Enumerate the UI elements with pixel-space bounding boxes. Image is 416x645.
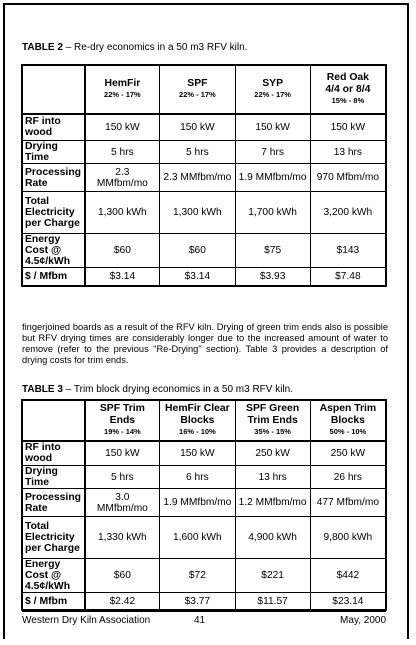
table2-col-header: Red Oak 4/4 or 8/4 15% - 8% bbox=[310, 66, 385, 114]
table-row bbox=[23, 141, 386, 164]
table-cell: 5 hrs bbox=[85, 141, 160, 164]
table-cell: 7 hrs bbox=[235, 141, 310, 164]
table-row bbox=[23, 559, 386, 593]
table-cell: $3.14 bbox=[160, 268, 235, 286]
table2-caption-text: – Re-dry economics in a 50 m3 RFV kiln. bbox=[62, 42, 248, 53]
table-row bbox=[23, 164, 386, 192]
table-cell: 150 kW bbox=[85, 114, 160, 141]
table-cell: 1,300 kWh bbox=[160, 192, 235, 234]
table3-caption-number: 3 bbox=[57, 384, 63, 395]
table2-col-header: SPF 22% - 17% bbox=[160, 66, 235, 114]
table-cell: $11.57 bbox=[235, 593, 310, 610]
table2-caption bbox=[22, 42, 247, 53]
table3-caption-label: TABLE bbox=[22, 384, 55, 395]
table-cell: $143 bbox=[310, 234, 385, 268]
table-cell: $3.77 bbox=[160, 593, 235, 610]
row-label: Total Electricity per Charge bbox=[23, 517, 85, 559]
table-row bbox=[23, 489, 386, 517]
table-cell: 9,800 kWh bbox=[310, 517, 385, 559]
table-cell: 150 kW bbox=[160, 441, 235, 466]
table-cell: 250 kW bbox=[310, 441, 385, 466]
table2-col-header: SYP 22% - 17% bbox=[235, 66, 310, 114]
table-cell: 477 Mfbm/mo bbox=[310, 489, 385, 517]
table-cell: 5 hrs bbox=[160, 141, 235, 164]
table-cell: $60 bbox=[85, 559, 160, 593]
row-label: Total Electricity per Charge bbox=[23, 192, 85, 234]
table2-caption-number: 2 bbox=[57, 42, 63, 53]
table3-col-header: Aspen Trim Blocks 50% - 10% bbox=[310, 401, 385, 441]
table-cell: $3.93 bbox=[235, 268, 310, 286]
table-cell: 3.0 MMfbm/mo bbox=[85, 489, 160, 517]
table-cell: 5 hrs bbox=[85, 466, 160, 489]
row-label: $ / Mfbm bbox=[23, 593, 85, 610]
row-label: RF into wood bbox=[23, 114, 85, 141]
page-number: 41 bbox=[194, 615, 206, 626]
table2-header-row bbox=[23, 66, 386, 114]
row-label: Energy Cost @ 4.5¢/kWh bbox=[23, 559, 85, 593]
table-cell: 1,700 kWh bbox=[235, 192, 310, 234]
footer-publisher: Western Dry Kiln Association bbox=[22, 615, 151, 626]
table-cell: 2.3 MMfbm/mo bbox=[160, 164, 235, 192]
table-cell: 3,200 kWh bbox=[310, 192, 385, 234]
table-cell: $442 bbox=[310, 559, 385, 593]
table-cell: 150 kW bbox=[85, 441, 160, 466]
table-row bbox=[23, 517, 386, 559]
table-row bbox=[23, 268, 386, 286]
table-cell: 13 hrs bbox=[310, 141, 385, 164]
table-cell: 150 kW bbox=[235, 114, 310, 141]
table3-col-header: HemFir Clear Blocks 16% - 10% bbox=[160, 401, 235, 441]
table-cell: $60 bbox=[160, 234, 235, 268]
body-paragraph: fingerjoined boards as a result of the RFV kiln. Drying of green trim ends also is possible but RFV drying times are considerably longer due to the increased amount of water to remove (refer to the previous "Re-Drying" section). Table 3 provides a description of drying costs for trim ends. bbox=[22, 322, 388, 365]
table-cell: 26 hrs bbox=[310, 466, 385, 489]
table3-header-row bbox=[23, 401, 386, 441]
table2-col-header: HemFir 22% - 17% bbox=[85, 66, 160, 114]
table-cell: 6 hrs bbox=[160, 466, 235, 489]
table-cell: $75 bbox=[235, 234, 310, 268]
table2-corner-cell bbox=[23, 66, 85, 114]
table-cell: $23.14 bbox=[310, 593, 385, 610]
row-label: Processing Rate bbox=[23, 164, 85, 192]
table3-caption-text: – Trim block drying economics in a 50 m3 RFV kiln. bbox=[62, 384, 294, 395]
table-row bbox=[23, 192, 386, 234]
row-label: Processing Rate bbox=[23, 489, 85, 517]
row-label: RF into wood bbox=[23, 441, 85, 466]
footer-rule bbox=[22, 611, 386, 612]
table-cell: 150 kW bbox=[160, 114, 235, 141]
table-cell: 250 kW bbox=[235, 441, 310, 466]
table-cell: $7.48 bbox=[310, 268, 385, 286]
row-label: Drying Time bbox=[23, 141, 85, 164]
table3-corner-cell bbox=[23, 401, 85, 441]
table-cell: 1,600 kWh bbox=[160, 517, 235, 559]
row-label: $ / Mfbm bbox=[23, 268, 85, 286]
row-label: Drying Time bbox=[23, 466, 85, 489]
footer-date: May, 2000 bbox=[340, 615, 386, 626]
table-cell: $60 bbox=[85, 234, 160, 268]
row-label: Energy Cost @ 4.5¢/kWh bbox=[23, 234, 85, 268]
table-row bbox=[23, 466, 386, 489]
table-cell: 4,900 kWh bbox=[235, 517, 310, 559]
table-cell: 1,300 kWh bbox=[85, 192, 160, 234]
table2 bbox=[22, 65, 386, 286]
table-row bbox=[23, 234, 386, 268]
table3-col-header: SPF Green Trim Ends 35% - 15% bbox=[235, 401, 310, 441]
table-cell: $221 bbox=[235, 559, 310, 593]
table-row bbox=[23, 114, 386, 141]
table-cell: 150 kW bbox=[310, 114, 385, 141]
table-cell: 970 Mfbm/mo bbox=[310, 164, 385, 192]
table-cell: 1.2 MMfbm/mo bbox=[235, 489, 310, 517]
table3-col-header: SPF Trim Ends 19% - 14% bbox=[85, 401, 160, 441]
table-row bbox=[23, 441, 386, 466]
table3 bbox=[22, 400, 386, 610]
table-cell: 1,330 kWh bbox=[85, 517, 160, 559]
table-cell: $72 bbox=[160, 559, 235, 593]
table3-caption bbox=[22, 384, 293, 395]
table-cell: 13 hrs bbox=[235, 466, 310, 489]
table-cell: 1.9 MMfbm/mo bbox=[160, 489, 235, 517]
table-row bbox=[23, 593, 386, 610]
table2-caption-label: TABLE bbox=[22, 42, 55, 53]
table-cell: 1.9 MMfbm/mo bbox=[235, 164, 310, 192]
table-cell: $3.14 bbox=[85, 268, 160, 286]
table-cell: 2.3 MMfbm/mo bbox=[85, 164, 160, 192]
table-cell: $2.42 bbox=[85, 593, 160, 610]
